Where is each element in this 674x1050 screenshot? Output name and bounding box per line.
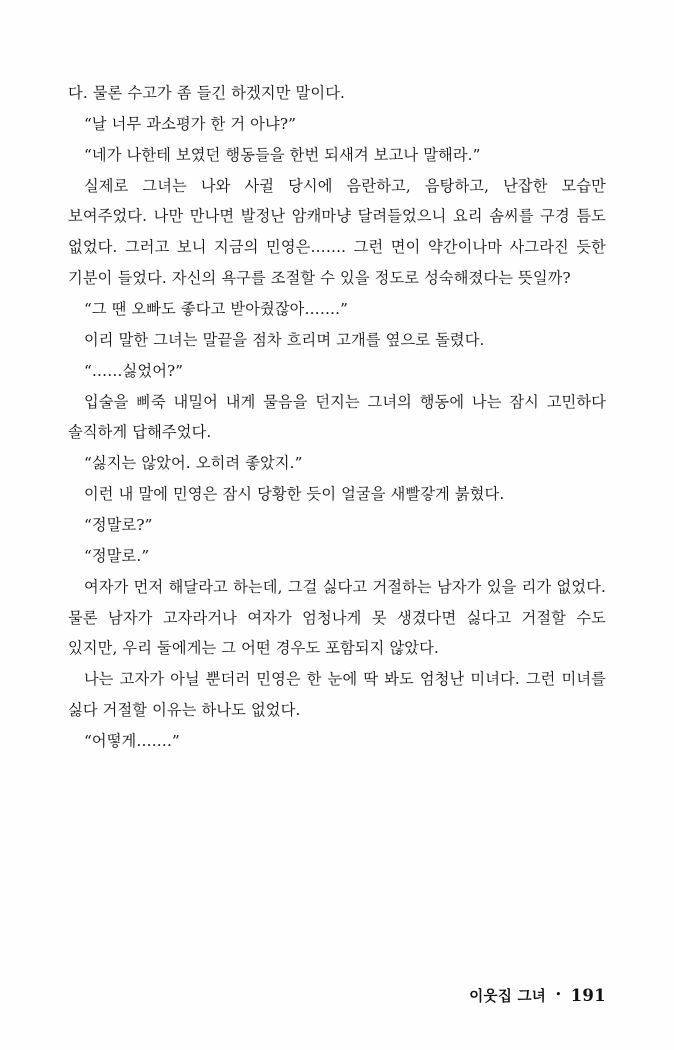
paragraph: “그 땐 오빠도 좋다고 받아줬잖아…….”	[83, 300, 349, 319]
paragraph: 나는 고자가 아닐 뿐더러 민영은 한 눈에 딱 봐도 엄청난 미녀다. 그런 미녀를 싫다 거절할 이유는 하나도 없었다.	[68, 670, 606, 720]
paragraph: 여자가 먼저 해달라고 하는데, 그걸 싫다고 거절하는 남자가 있을 리가 없었다. 물론 남자가 고자라거나 여자가 엄청나게 못 생겼다면 싫다고 거절할 수도 있지만, 우리 둘에게는 그 어떤 경우도 포함되지 않았다.	[68, 577, 606, 658]
paragraph: 다. 물론 수고가 좀 들긴 하겠지만 말이다.	[68, 84, 346, 102]
paragraph: “네가 나한테 보였던 행동들을 한번 되새겨 보고나 말해라.”	[83, 145, 481, 164]
paragraph: 이리 말한 그녀는 말끝을 점차 흐리며 고개를 옆으로 돌렸다.	[83, 330, 485, 349]
paragraph: “날 너무 과소평가 한 거 아냐?”	[83, 114, 297, 133]
paragraph: “정말로.”	[83, 546, 150, 565]
page-number: 191	[570, 986, 606, 1005]
paragraph: 실제로 그녀는 나와 사귈 당시에 음란하고, 음탕하고, 난잡한 모습만 보여주었다. 나만 만나면 발정난 암캐마냥 달려들었으니 요리 솜씨를 구경 틈도 없었다. 그러고 보니 지금의 민영은……. 그런 면이 약간이나마 사그라진 듯한 기분이 들었다. 자신의 욕구를 조절할 수 있을 정도로 성숙해졌다는 뜻일까?	[68, 176, 606, 288]
paragraph: 이런 내 말에 민영은 잠시 당황한 듯이 얼굴을 새빨갛게 붉혔다.	[83, 485, 505, 504]
page-body	[68, 78, 606, 757]
chapter-title: 이웃집 그녀	[469, 988, 547, 1005]
paragraph: “정말로?”	[83, 516, 153, 535]
paragraph: “……싫었어?”	[83, 361, 184, 380]
paragraph: “어떻게…….”	[83, 732, 180, 751]
paragraph: “싫지는 않았어. 오히려 좋았지.”	[83, 454, 303, 473]
page-footer	[469, 985, 606, 1006]
footer-separator: •	[555, 988, 562, 1001]
paragraph: 입술을 삐죽 내밀어 내게 물음을 던지는 그녀의 행동에 나는 잠시 고민하다 솔직하게 답해주었다.	[68, 392, 606, 442]
